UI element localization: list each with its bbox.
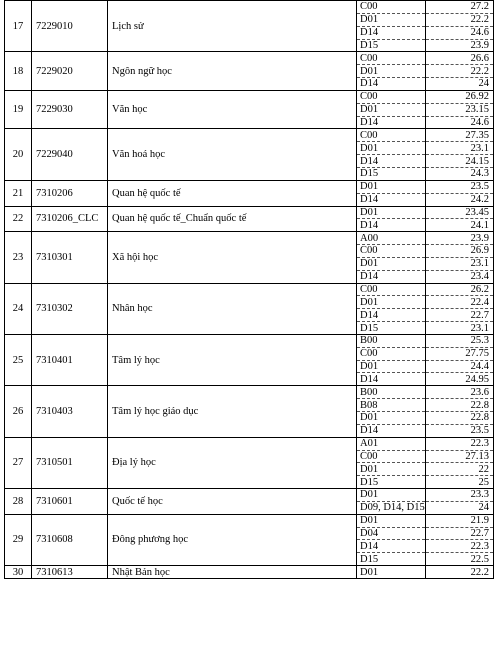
subject-combination-cell: C00 xyxy=(357,245,426,258)
cutoff-score-cell: 22.8 xyxy=(426,412,494,425)
subject-combination-cell: C00 xyxy=(357,52,426,65)
major-name-cell: Quan hệ quốc tế xyxy=(108,180,357,206)
subject-combination-cell: D01 xyxy=(357,103,426,116)
cutoff-score-cell: 22.2 xyxy=(426,566,494,579)
table-body xyxy=(5,1,494,579)
admission-score-table xyxy=(4,0,494,579)
table-row xyxy=(5,232,494,245)
cutoff-score-cell: 22.5 xyxy=(426,553,494,566)
subject-combination-cell: D01 xyxy=(357,65,426,78)
cutoff-score-cell: 27.2 xyxy=(426,1,494,14)
table-row xyxy=(5,1,494,14)
major-index-cell: 23 xyxy=(5,232,32,283)
cutoff-score-cell: 25 xyxy=(426,476,494,489)
major-code-cell: 7310608 xyxy=(32,514,108,565)
major-name-cell: Văn hoá học xyxy=(108,129,357,180)
cutoff-score-cell: 24 xyxy=(426,78,494,91)
cutoff-score-cell: 27.13 xyxy=(426,450,494,463)
cutoff-score-cell: 24.1 xyxy=(426,219,494,232)
cutoff-score-cell: 22.7 xyxy=(426,309,494,322)
major-index-cell: 20 xyxy=(5,129,32,180)
cutoff-score-cell: 22 xyxy=(426,463,494,476)
cutoff-score-cell: 24.4 xyxy=(426,360,494,373)
cutoff-score-cell: 27.35 xyxy=(426,129,494,142)
cutoff-score-cell: 27.75 xyxy=(426,347,494,360)
major-code-cell: 7310403 xyxy=(32,386,108,437)
subject-combination-cell: C00 xyxy=(357,347,426,360)
major-name-cell: Tâm lý học xyxy=(108,334,357,385)
major-code-cell: 7310401 xyxy=(32,334,108,385)
subject-combination-cell: B00 xyxy=(357,386,426,399)
subject-combination-cell: D14 xyxy=(357,193,426,206)
cutoff-score-cell: 23.9 xyxy=(426,232,494,245)
major-name-cell: Ngôn ngữ học xyxy=(108,52,357,91)
major-index-cell: 28 xyxy=(5,489,32,515)
cutoff-score-cell: 22.2 xyxy=(426,65,494,78)
subject-combination-cell: D14 xyxy=(357,116,426,129)
subject-combination-cell: D14 xyxy=(357,78,426,91)
cutoff-score-cell: 22.4 xyxy=(426,296,494,309)
cutoff-score-cell: 26.2 xyxy=(426,283,494,296)
cutoff-score-cell: 21.9 xyxy=(426,514,494,527)
major-name-cell: Địa lý học xyxy=(108,437,357,488)
subject-combination-cell: D14 xyxy=(357,26,426,39)
cutoff-score-cell: 23.45 xyxy=(426,206,494,219)
major-name-cell: Nhật Bản học xyxy=(108,566,357,579)
cutoff-score-cell: 23.1 xyxy=(426,142,494,155)
cutoff-score-cell: 23.1 xyxy=(426,257,494,270)
major-code-cell: 7229010 xyxy=(32,1,108,52)
table-row xyxy=(5,386,494,399)
major-code-cell: 7229030 xyxy=(32,90,108,129)
table-row xyxy=(5,334,494,347)
major-code-cell: 7310206_CLC xyxy=(32,206,108,232)
major-name-cell: Văn học xyxy=(108,90,357,129)
major-name-cell: Quan hệ quốc tế_Chuẩn quốc tế xyxy=(108,206,357,232)
cutoff-score-cell: 22.2 xyxy=(426,13,494,26)
subject-combination-cell: C00 xyxy=(357,450,426,463)
cutoff-score-cell: 26.9 xyxy=(426,245,494,258)
subject-combination-cell: D15 xyxy=(357,39,426,52)
subject-combination-cell: D01 xyxy=(357,412,426,425)
subject-combination-cell: A01 xyxy=(357,437,426,450)
subject-combination-cell: D14 xyxy=(357,270,426,283)
major-code-cell: 7310301 xyxy=(32,232,108,283)
subject-combination-cell: D15 xyxy=(357,553,426,566)
cutoff-score-cell: 24.6 xyxy=(426,26,494,39)
major-code-cell: 7310302 xyxy=(32,283,108,334)
major-name-cell: Tâm lý học giáo dục xyxy=(108,386,357,437)
admission-score-table-container xyxy=(4,0,493,579)
table-row xyxy=(5,283,494,296)
major-index-cell: 19 xyxy=(5,90,32,129)
major-index-cell: 21 xyxy=(5,180,32,206)
major-code-cell: 7310601 xyxy=(32,489,108,515)
cutoff-score-cell: 22.3 xyxy=(426,540,494,553)
subject-combination-cell: D14 xyxy=(357,309,426,322)
subject-combination-cell: D01 xyxy=(357,463,426,476)
cutoff-score-cell: 26.92 xyxy=(426,90,494,103)
subject-combination-cell: D14 xyxy=(357,219,426,232)
cutoff-score-cell: 25.3 xyxy=(426,334,494,347)
major-code-cell: 7310613 xyxy=(32,566,108,579)
subject-combination-cell: D14 xyxy=(357,424,426,437)
subject-combination-cell: B08 xyxy=(357,399,426,412)
major-code-cell: 7310206 xyxy=(32,180,108,206)
cutoff-score-cell: 24.6 xyxy=(426,116,494,129)
subject-combination-cell: D01 xyxy=(357,257,426,270)
cutoff-score-cell: 23.15 xyxy=(426,103,494,116)
subject-combination-cell: D15 xyxy=(357,167,426,180)
cutoff-score-cell: 22.8 xyxy=(426,399,494,412)
subject-combination-cell: D01 xyxy=(357,180,426,193)
subject-combination-cell: D01 xyxy=(357,489,426,502)
major-name-cell: Xã hội học xyxy=(108,232,357,283)
major-index-cell: 27 xyxy=(5,437,32,488)
cutoff-score-cell: 24.15 xyxy=(426,155,494,168)
table-row xyxy=(5,180,494,193)
cutoff-score-cell: 24 xyxy=(426,501,494,514)
table-row xyxy=(5,90,494,103)
major-name-cell: Nhân học xyxy=(108,283,357,334)
table-row xyxy=(5,514,494,527)
cutoff-score-cell: 23.3 xyxy=(426,489,494,502)
subject-combination-cell: C00 xyxy=(357,90,426,103)
cutoff-score-cell: 22.3 xyxy=(426,437,494,450)
subject-combination-cell: C00 xyxy=(357,1,426,14)
table-row xyxy=(5,52,494,65)
cutoff-score-cell: 24.3 xyxy=(426,167,494,180)
cutoff-score-cell: 22.7 xyxy=(426,527,494,540)
subject-combination-cell: D01 xyxy=(357,142,426,155)
table-row xyxy=(5,129,494,142)
major-index-cell: 17 xyxy=(5,1,32,52)
table-row xyxy=(5,566,494,579)
cutoff-score-cell: 23.9 xyxy=(426,39,494,52)
subject-combination-cell: D09, D14, D15 xyxy=(357,501,426,514)
subject-combination-cell: D01 xyxy=(357,514,426,527)
subject-combination-cell: C00 xyxy=(357,129,426,142)
subject-combination-cell: B00 xyxy=(357,334,426,347)
subject-combination-cell: D01 xyxy=(357,13,426,26)
cutoff-score-cell: 24.2 xyxy=(426,193,494,206)
cutoff-score-cell: 23.5 xyxy=(426,180,494,193)
subject-combination-cell: D14 xyxy=(357,373,426,386)
major-code-cell: 7310501 xyxy=(32,437,108,488)
cutoff-score-cell: 24.95 xyxy=(426,373,494,386)
subject-combination-cell: D01 xyxy=(357,566,426,579)
cutoff-score-cell: 23.4 xyxy=(426,270,494,283)
major-name-cell: Quốc tế học xyxy=(108,489,357,515)
table-row xyxy=(5,489,494,502)
major-name-cell: Lịch sử xyxy=(108,1,357,52)
major-name-cell: Đông phương học xyxy=(108,514,357,565)
table-row xyxy=(5,206,494,219)
cutoff-score-cell: 23.5 xyxy=(426,424,494,437)
subject-combination-cell: D01 xyxy=(357,296,426,309)
major-index-cell: 22 xyxy=(5,206,32,232)
major-index-cell: 26 xyxy=(5,386,32,437)
subject-combination-cell: D01 xyxy=(357,206,426,219)
major-index-cell: 25 xyxy=(5,334,32,385)
major-index-cell: 29 xyxy=(5,514,32,565)
cutoff-score-cell: 26.6 xyxy=(426,52,494,65)
subject-combination-cell: D14 xyxy=(357,540,426,553)
subject-combination-cell: D01 xyxy=(357,360,426,373)
major-code-cell: 7229040 xyxy=(32,129,108,180)
subject-combination-cell: C00 xyxy=(357,283,426,296)
subject-combination-cell: D04 xyxy=(357,527,426,540)
table-row xyxy=(5,437,494,450)
subject-combination-cell: D15 xyxy=(357,476,426,489)
major-index-cell: 24 xyxy=(5,283,32,334)
major-code-cell: 7229020 xyxy=(32,52,108,91)
subject-combination-cell: D15 xyxy=(357,322,426,335)
cutoff-score-cell: 23.1 xyxy=(426,322,494,335)
subject-combination-cell: D14 xyxy=(357,155,426,168)
subject-combination-cell: A00 xyxy=(357,232,426,245)
major-index-cell: 18 xyxy=(5,52,32,91)
cutoff-score-cell: 23.6 xyxy=(426,386,494,399)
major-index-cell: 30 xyxy=(5,566,32,579)
